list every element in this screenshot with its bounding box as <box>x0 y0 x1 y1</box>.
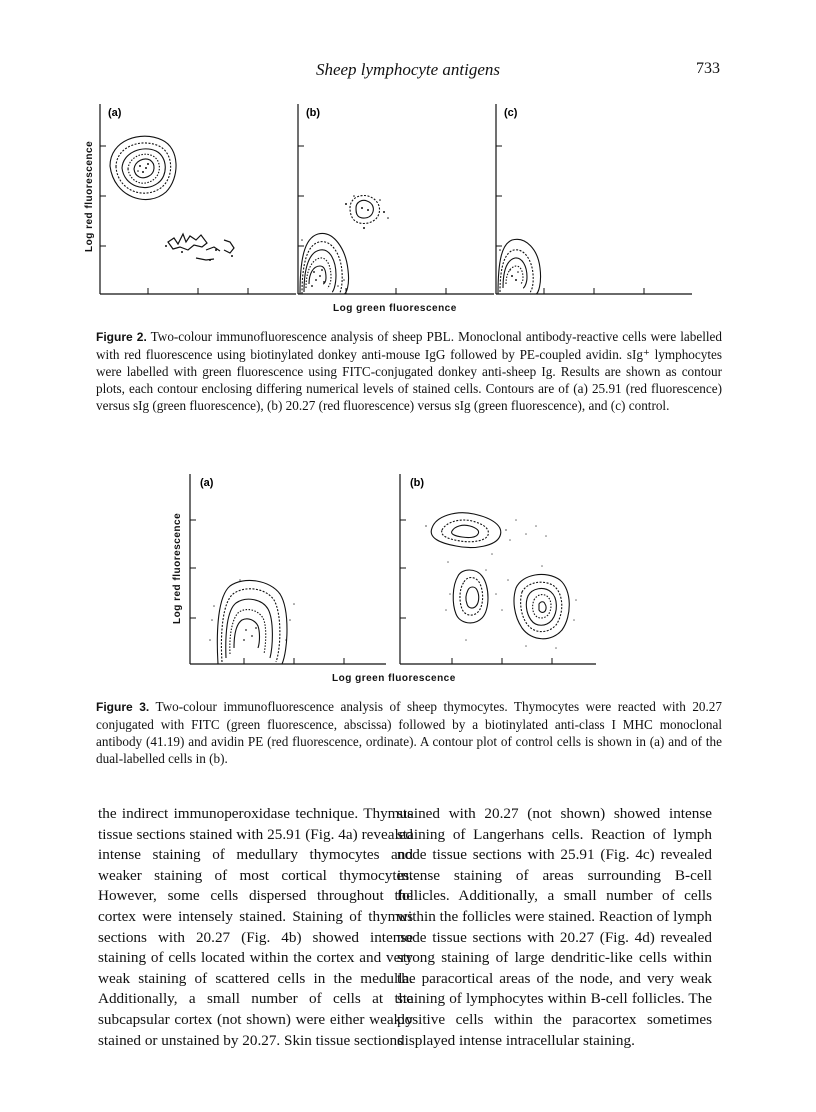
figure-3-panel-b <box>396 470 596 670</box>
figure-3-caption <box>96 698 722 767</box>
figure-2-panel-c-label: (c) <box>504 107 518 119</box>
figure-2-panel-a-label: (a) <box>108 107 122 119</box>
figure-2-ylabel: Log red fluorescence <box>84 140 95 252</box>
figure-3-panel-b-label: (b) <box>410 477 425 489</box>
body-text-right-column: stained with 20.27 (not shown) showed intense staining of Langerhans cells. Reaction of lymph node tissue sections with 25.91 (Fig. 4c) revealed intense staining of areas surrounding B-cell follicles. Additionally, a small number of cells within the follicles were stained. Reaction of lymph node tissue sections with 20.27 (Fig. 4d) revealed strong staining of large dendritic-like cells within the paracortical areas of the node, and very weak staining of lymphocytes within B-cell follicles. The positive cells within the paracortex sometimes displayed intense intracellular staining. <box>397 805 712 1049</box>
figure-2-xlabel: Log green fluorescence <box>333 303 457 314</box>
figure-2-caption-label: Figure 2. <box>96 330 147 344</box>
body-text-left-column: the indirect immunoperoxidase technique. Thymus tissue sections stained with 25.91 (Fig. 4a) revealed intense staining of medullary thymocytes and weaker staining of most cortical thymocytes. However, some cells dispersed throughout the cortex were intensely stained. Staining of thymus sections with 20.27 (Fig. 4b) showed intense staining of cells located within the cortex and very weak staining of scattered cells in the medulla. Additionally, a small number of cells at the subcapsular cortex (not shown) were either weakly stained or unstained by 20.27. Skin tissue sections <box>98 805 413 1049</box>
page-number: 733 <box>696 60 720 77</box>
figure-2-panel-b-label: (b) <box>306 107 321 119</box>
figure-3-ylabel: Log red fluorescence <box>172 512 183 624</box>
figure-3-caption-label: Figure 3. <box>96 700 150 714</box>
figure-3-panel-a-label: (a) <box>200 477 214 489</box>
figure-2-panel-c <box>492 100 692 300</box>
figure-3-caption-text: Two-colour immunofluorescence analysis of sheep thymocytes. Thymocytes were reacted with 20.27 conjugated with FITC (green fluorescence, abscissa) followed by a biotinylated anti-class I MHC monoclonal antibody (41.19) and avidin PE (red fluorescence, ordinate). A contour plot of control cells is shown in (a) and of the dual-labelled cells in (b). <box>96 699 722 766</box>
figure-3-panel-a <box>186 470 386 670</box>
running-title: Sheep lymphocyte antigens <box>315 60 501 79</box>
figure-2-caption-text: Two-colour immunofluorescence analysis of sheep PBL. Monoclonal antibody-reactive cells were labelled with red fluorescence using biotinylated donkey anti-mouse IgG followed by PE-coupled avidin. sIg⁺ lymphocytes were labelled with green fluorescence using FITC-conjugated donkey anti-sheep Ig. Results are shown as contour plots, each contour enclosing differing numerical levels of stained cells. Contours are of (a) 25.91 (red fluorescence) versus sIg (green fluorescence), (b) 20.27 (red fluorescence) versus sIg (green fluorescence), and (c) control. <box>96 329 722 413</box>
figure-3-xlabel: Log green fluorescence <box>332 673 456 684</box>
figure-2-panel-b <box>294 100 494 300</box>
figure-2-panel-a <box>96 100 296 300</box>
figure-2-caption <box>96 328 722 414</box>
